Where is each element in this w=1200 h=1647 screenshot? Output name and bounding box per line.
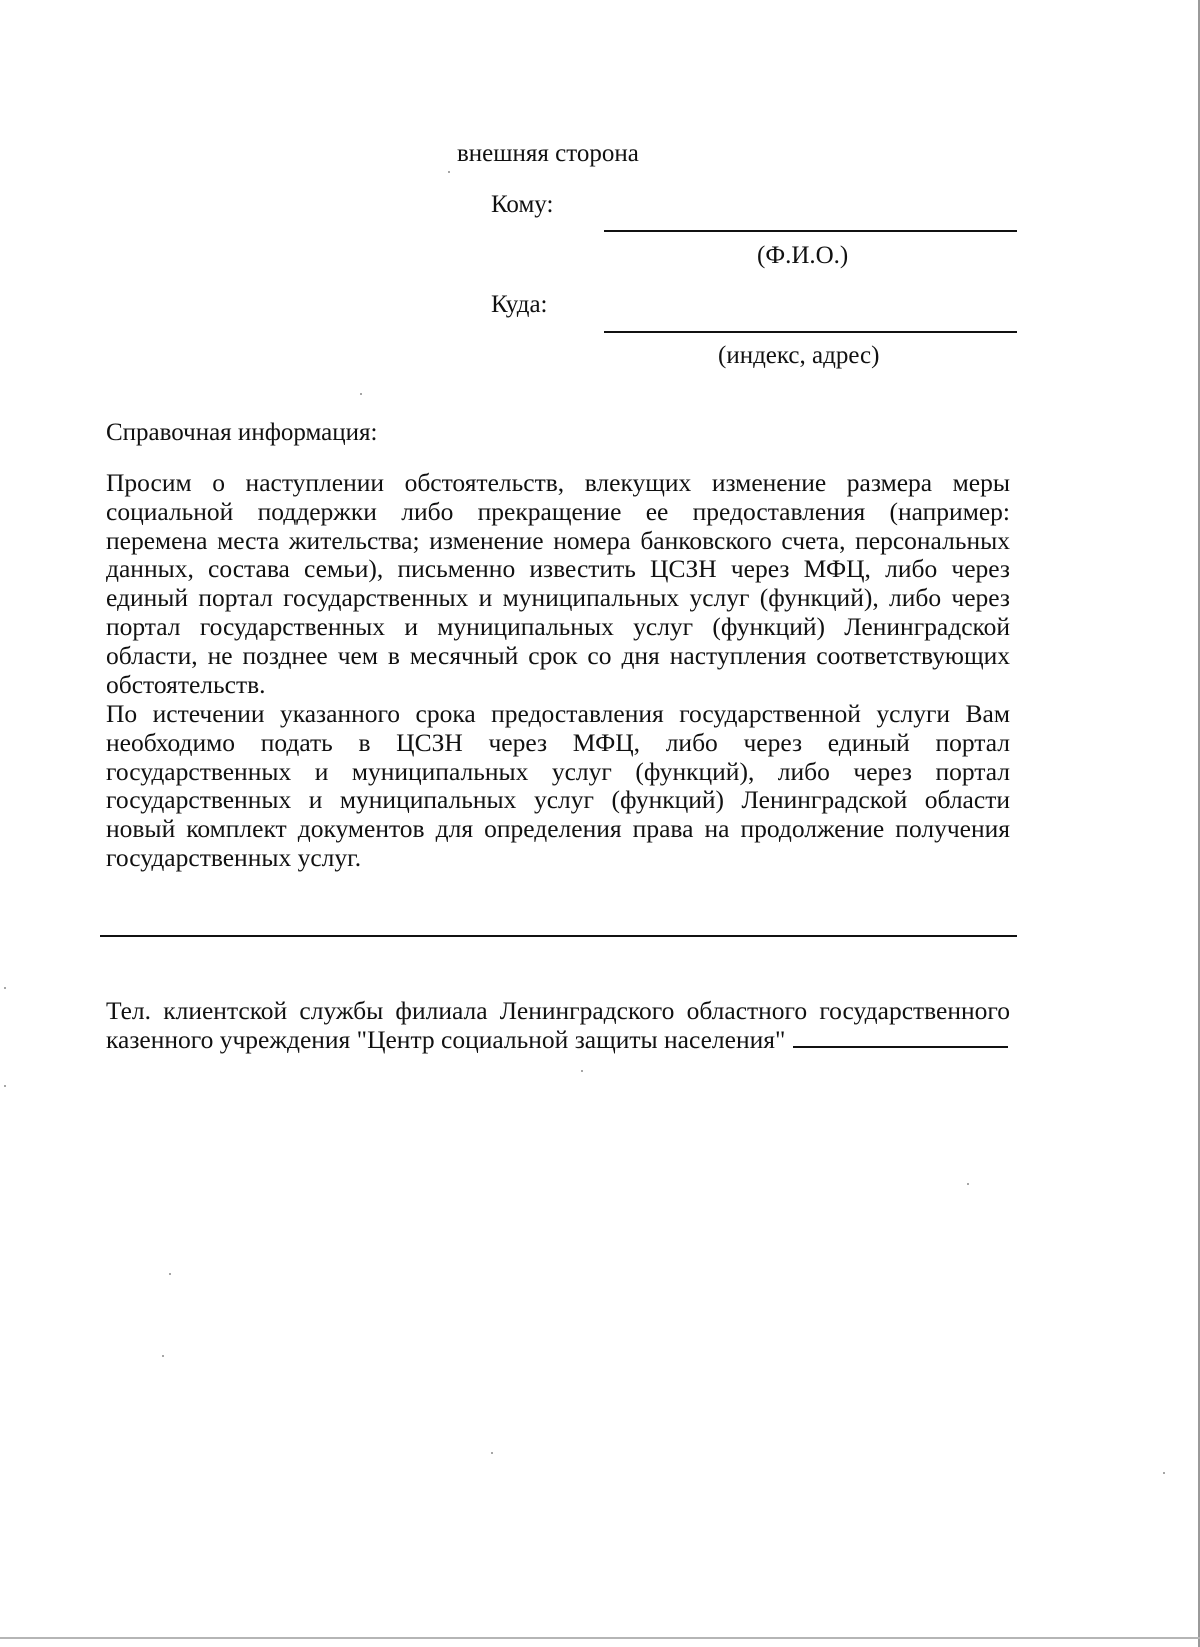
recipient-address-line [604,331,1017,333]
contact-phone-text: Тел. клиентской службы филиала Ленинградского областного государственного казенного учреждения "Центр социальной защиты населения" [106,996,1010,1054]
scan-speck [360,393,362,395]
scan-speck [1163,1472,1165,1474]
contact-phone-blank-line [793,1046,1008,1048]
reference-paragraph-notify: Просим о наступлении обстоятельств, влекущих изменение размера меры социальной поддержки либо прекращение ее предоставления (например: перемена места жительства; изменение номера банковского счета, персональных данных, состава семьи), письменно известить ЦСЗН через МФЦ, либо через единый портал государственных и муниципальных услуг (функций), либо через портал государственных и муниципальных услуг (функций) Ленинградской области, не позднее чем в месячный срок со дня наступления соответствующих обстоятельств. [106,468,1010,699]
scan-speck [967,1183,969,1185]
recipient-address-hint: (индекс, адрес) [718,342,880,369]
scan-speck [169,1273,171,1275]
contact-phone-block [106,997,1010,1055]
scan-speck [581,1070,583,1072]
scan-speck [448,171,450,173]
scan-bottom-edge [0,1637,1200,1639]
scan-speck [491,1452,493,1454]
reference-paragraph-renewal: По истечении указанного срока предоставления государственной услуги Вам необходимо подать в ЦСЗН через МФЦ, либо через единый портал государственных и муниципальных услуг (функций), либо через портал государственных и муниципальных услуг (функций) Ленинградской области новый комплект документов для определения права на продолжение получения государственных услуг. [106,699,1010,872]
section-divider [100,935,1017,937]
recipient-name-line [604,230,1017,232]
scan-speck [4,987,6,989]
scan-speck [4,1085,6,1087]
recipient-name-hint: (Ф.И.О.) [757,242,849,269]
side-label: внешняя сторона [457,140,639,167]
recipient-where-label: Куда: [491,291,548,318]
reference-heading: Справочная информация: [106,419,378,446]
scan-speck [162,1355,164,1357]
recipient-to-label: Кому: [491,191,554,218]
